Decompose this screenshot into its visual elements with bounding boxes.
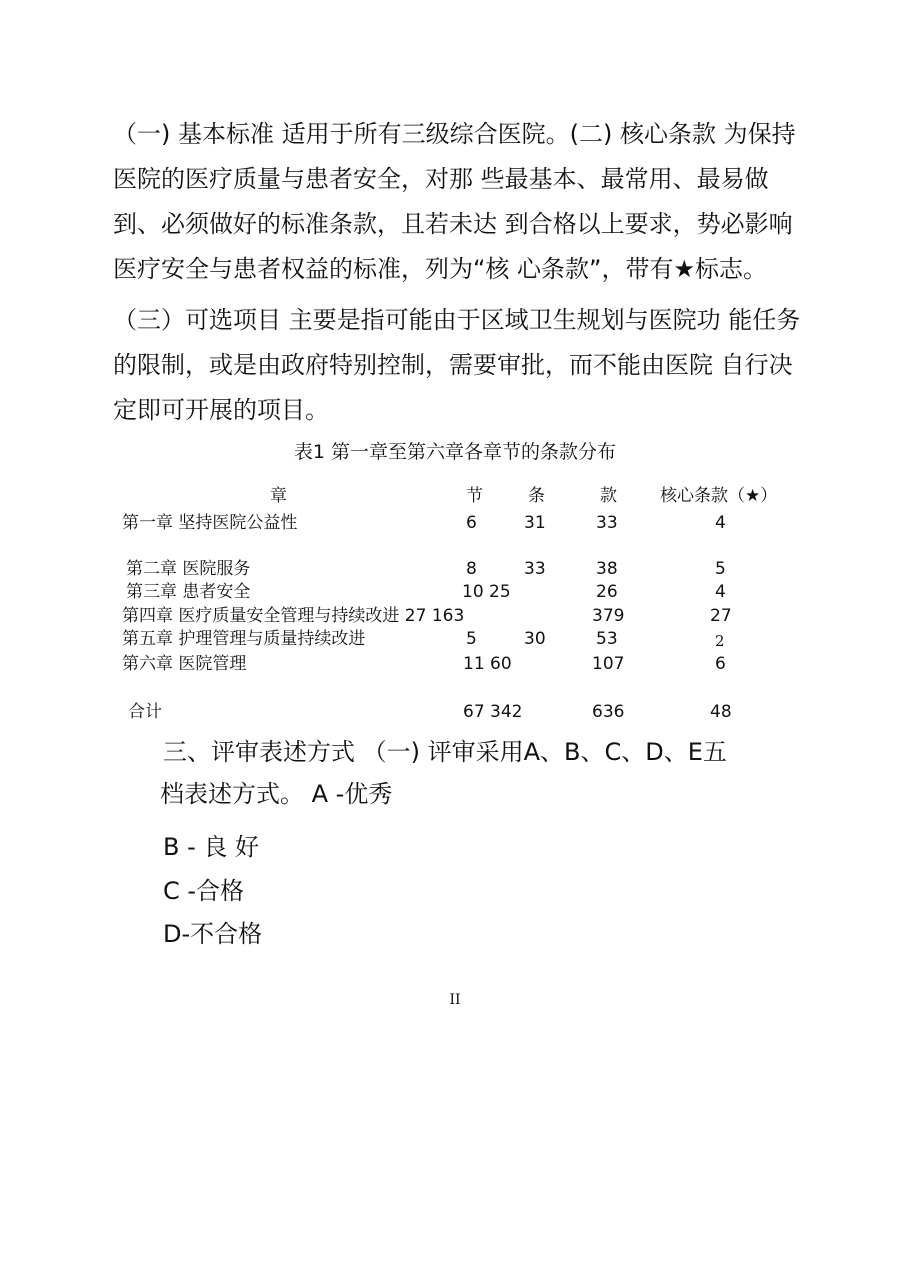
header-chapter: 章 xyxy=(270,486,287,506)
row-chapter: 第三章 患者安全 xyxy=(126,582,251,602)
total-items: 636 xyxy=(592,702,625,722)
section3-heading: 三、评审表述方式 （一) 评审采用A、B、C、D、E五 xyxy=(163,738,727,766)
total-sections: 67 342 xyxy=(463,702,523,722)
row-core: 27 xyxy=(710,606,732,626)
grade-d: D-不合格 xyxy=(163,920,263,948)
row-sections: 11 60 xyxy=(463,654,512,674)
row-articles: 31 xyxy=(524,513,546,533)
row-sections: 8 xyxy=(466,559,477,579)
row-articles: 33 xyxy=(524,559,546,579)
row-items: 38 xyxy=(596,559,618,579)
row-sections: 6 xyxy=(466,513,477,533)
row-sections: 5 xyxy=(466,629,477,649)
grade-b: B - 良 好 xyxy=(163,833,260,861)
row-chapter: 第六章 医院管理 xyxy=(122,654,247,674)
row-core: 5 xyxy=(715,559,726,579)
grade-c: C -合格 xyxy=(163,877,245,905)
row-items: 107 xyxy=(592,654,625,674)
total-label: 合计 xyxy=(128,702,162,722)
total-core: 48 xyxy=(710,702,732,722)
row-chapter: 第五章 护理管理与质量持续改进 xyxy=(122,629,366,649)
row-items: 33 xyxy=(596,513,618,533)
header-core: 核心条款（★） xyxy=(660,486,778,506)
table-caption: 表1 第一章至第六章各章节的条款分布 xyxy=(293,441,617,463)
row-core: 4 xyxy=(715,513,726,533)
row-core: 2 xyxy=(715,632,725,650)
header-article: 条 xyxy=(528,486,545,506)
row-chapter: 第二章 医院服务 xyxy=(126,559,251,579)
row-chapter: 第四章 医疗质量安全管理与持续改进 27 163 xyxy=(122,606,465,626)
row-sections: 10 25 xyxy=(462,582,511,602)
paragraph-optional-items: （三）可选项目 主要是指可能由于区域卫生规划与医院功 能任务的限制，或是由政府特别控制，需要审批，而不能由医院 自行决定即可开展的项目。 xyxy=(113,306,801,424)
row-items: 379 xyxy=(592,606,625,626)
page-number: II xyxy=(449,992,461,1008)
section3-line2: 档表述方式。 A -优秀 xyxy=(160,780,393,808)
header-section: 节 xyxy=(466,486,483,506)
row-articles: 30 xyxy=(524,629,546,649)
row-items: 53 xyxy=(596,629,618,649)
row-core: 4 xyxy=(715,582,726,602)
row-core: 6 xyxy=(715,654,726,674)
row-items: 26 xyxy=(596,582,618,602)
paragraph-basic-standard: （一) 基本标准 适用于所有三级综合医院。(二) 核心条款 为保持医院的医疗质量与患者安全，对那 些最基本、最常用、最易做到、必须做好的标准条款，且若未达 到合格以上要求，势必影响医疗安全与患者权益的标准，列为“核 心条款”，带有★标志。 xyxy=(113,120,796,283)
header-item: 款 xyxy=(600,486,617,506)
row-chapter: 第一章 坚持医院公益性 xyxy=(122,513,298,533)
